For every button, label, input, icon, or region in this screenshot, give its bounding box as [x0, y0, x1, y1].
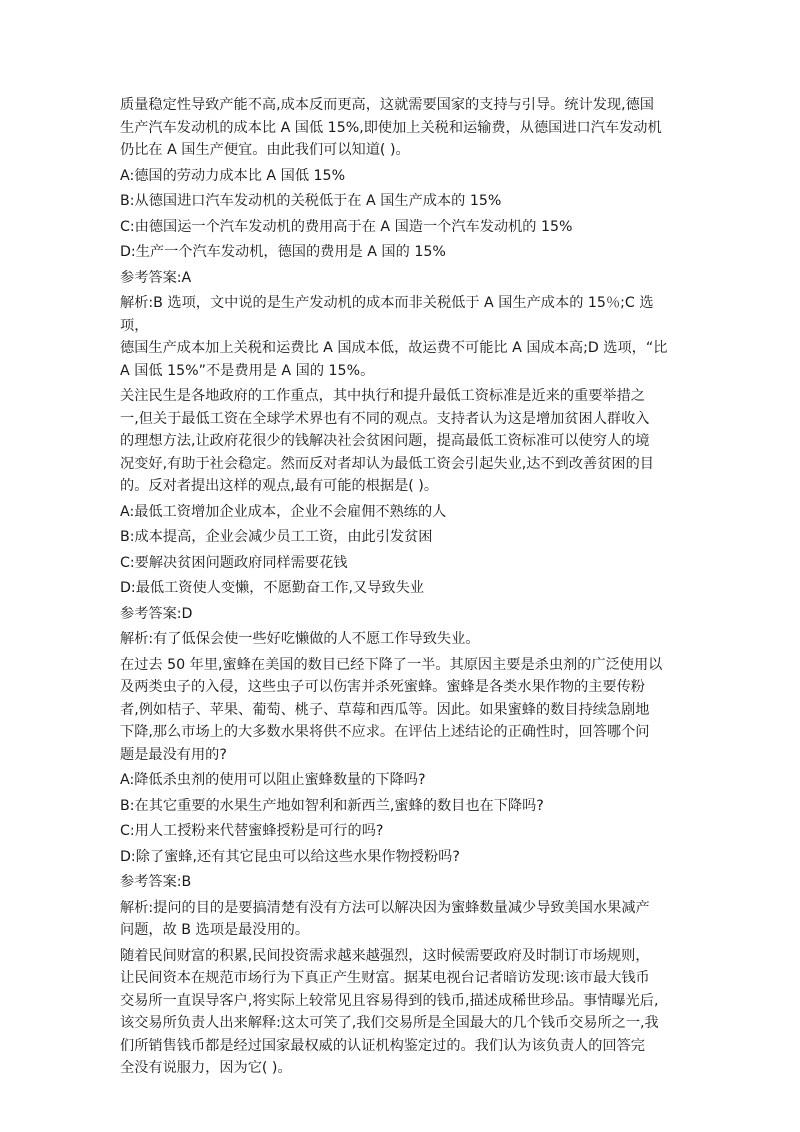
option-b: B:从德国进口汽车发动机的关税低于在 A 国生产成本的 15% [120, 193, 502, 209]
stem-line: 的理想方法,让政府花很少的钱解决社会贫困问题，提高最低工资标准可以使穷人的境 [120, 433, 650, 449]
option-d: D:生产一个汽车发动机，德国的费用是 A 国的 15% [120, 244, 446, 260]
stem-line: 况变好,有助于社会稳定。然而反对者却认为最低工资会引起失业,达不到改善贫困的目 [120, 455, 654, 472]
option-d: D:最低工资使人变懒，不愿勤奋工作,又导致失业 [120, 580, 424, 596]
stem-line: 质量稳定性导致产能不高,成本反而更高，这就需要国家的支持与引导。统计发现,德国 [120, 97, 654, 113]
analysis-line: 问题，故 B 选项是最没用的。 [120, 922, 310, 938]
option-a: A:降低杀虫剂的使用可以阻止蜜蜂数量的下降吗? [120, 772, 426, 788]
reference-answer: 参考答案:A [120, 269, 192, 286]
analysis-line: 德国生产成本加上关税和运费比 A 国成本低，故运费不可能比 A 国成本高;D 选项，“比 [120, 340, 668, 356]
option-c: C:要解决贫困问题政府同样需要花钱 [120, 554, 348, 571]
stem-line: 的。反对者提出这样的观点,最有可能的根据是( )。 [120, 478, 439, 494]
stem-line: 随着民间财富的积累,民间投资需求越来越强烈，这时候需要政府及时制订市场规则， [120, 947, 650, 964]
document-page [120, 94, 680, 1083]
reference-answer: 参考答案:D [120, 605, 193, 622]
question-3-stem [120, 654, 680, 767]
analysis-line: A 国低 15%”不是费用是 A 国的 15%。 [120, 362, 375, 379]
stem-line: 该交易所负责人出来解释:这太可笑了,我们交易所是全国最大的几个钱币交易所之一,我 [120, 1015, 659, 1031]
question-2-stem [120, 385, 680, 498]
analysis-line: 解析:B 选项，文中说的是生产发动机的成本而非关税低于 A 国生产成本的 15％;C 选项， [120, 295, 654, 334]
stem-line: 仍比在 A 国生产便宜。由此我们可以知道( )。 [120, 142, 410, 158]
stem-line: 全没有说服力，因为它( )。 [120, 1060, 292, 1076]
question-2-analysis: 解析:有了低保会使一些好吃懒做的人不愿工作导致失业。 [120, 631, 480, 647]
option-c: C:用人工授粉来代替蜜蜂授粉是可行的吗? [120, 823, 384, 839]
reference-answer: 参考答案:B [120, 874, 192, 890]
option-a: A:最低工资增加企业成本，企业不会雇佣不熟练的人 [120, 503, 447, 520]
option-b: B:在其它重要的水果生产地如智利和新西兰,蜜蜂的数目也在下降吗? [120, 797, 544, 814]
stem-line: 下降,那么市场上的大多数水果将供不应求。在评估上述结论的正确性时，回答哪个问 [120, 724, 650, 740]
option-b: B:成本提高，企业会减少员工工资，由此引发贫困 [120, 529, 433, 545]
analysis-line: 解析:提问的目的是要搞清楚有没有方法可以解决因为蜜蜂数量减少导致美国水果减产 [120, 899, 650, 916]
stem-line: 在过去 50 年里,蜜蜂在美国的数目已经下降了一半。其原因主要是杀虫剂的广泛使用以 [120, 656, 663, 673]
stem-line: 交易所一直误导客户,将实际上较常见且容易得到的钱币,描述成稀世珍品。事情曝光后, [120, 992, 659, 1009]
stem-line: 关注民生是各地政府的工作重点，其中执行和提升最低工资标准是近来的重要举措之 [120, 388, 645, 404]
stem-line: 者,例如桔子、苹果、葡萄、桃子、草莓和西瓜等。因此。如果蜜蜂的数目持续急剧地 [120, 701, 650, 718]
question-1-stem [120, 94, 680, 162]
option-a: A:德国的劳动力成本比 A 国低 15% [120, 167, 346, 184]
stem-line: 让民间资本在规范市场行为下真正产生财富。据某电视台记者暗访发现:该市最大钱币 [120, 970, 650, 986]
question-3-analysis [120, 897, 680, 942]
stem-line: 生产汽车发动机的成本比 A 国低 15%,即使加上关税和运输费，从德国进口汽车发动机 [120, 119, 662, 136]
stem-line: 一,但关于最低工资在全球学术界也有不同的观点。支持者认为这是增加贫困人群收入 [120, 410, 650, 427]
option-c: C:由德国运一个汽车发动机的费用高于在 A 国造一个汽车发动机的 15% [120, 218, 573, 235]
stem-line: 题是最没有用的? [120, 746, 227, 763]
stem-line: 们所销售钱币都是经过国家最权威的认证机构鉴定过的。我们认为该负责人的回答完 [120, 1037, 645, 1054]
question-4-stem [120, 945, 680, 1080]
question-1-analysis [120, 292, 680, 382]
stem-line: 及两类虫子的入侵，这些虫子可以伤害并杀死蜜蜂。蜜蜂是各类水果作物的主要传粉 [120, 679, 645, 695]
option-d: D:除了蜜蜂,还有其它昆虫可以给这些水果作物授粉吗? [120, 848, 460, 865]
